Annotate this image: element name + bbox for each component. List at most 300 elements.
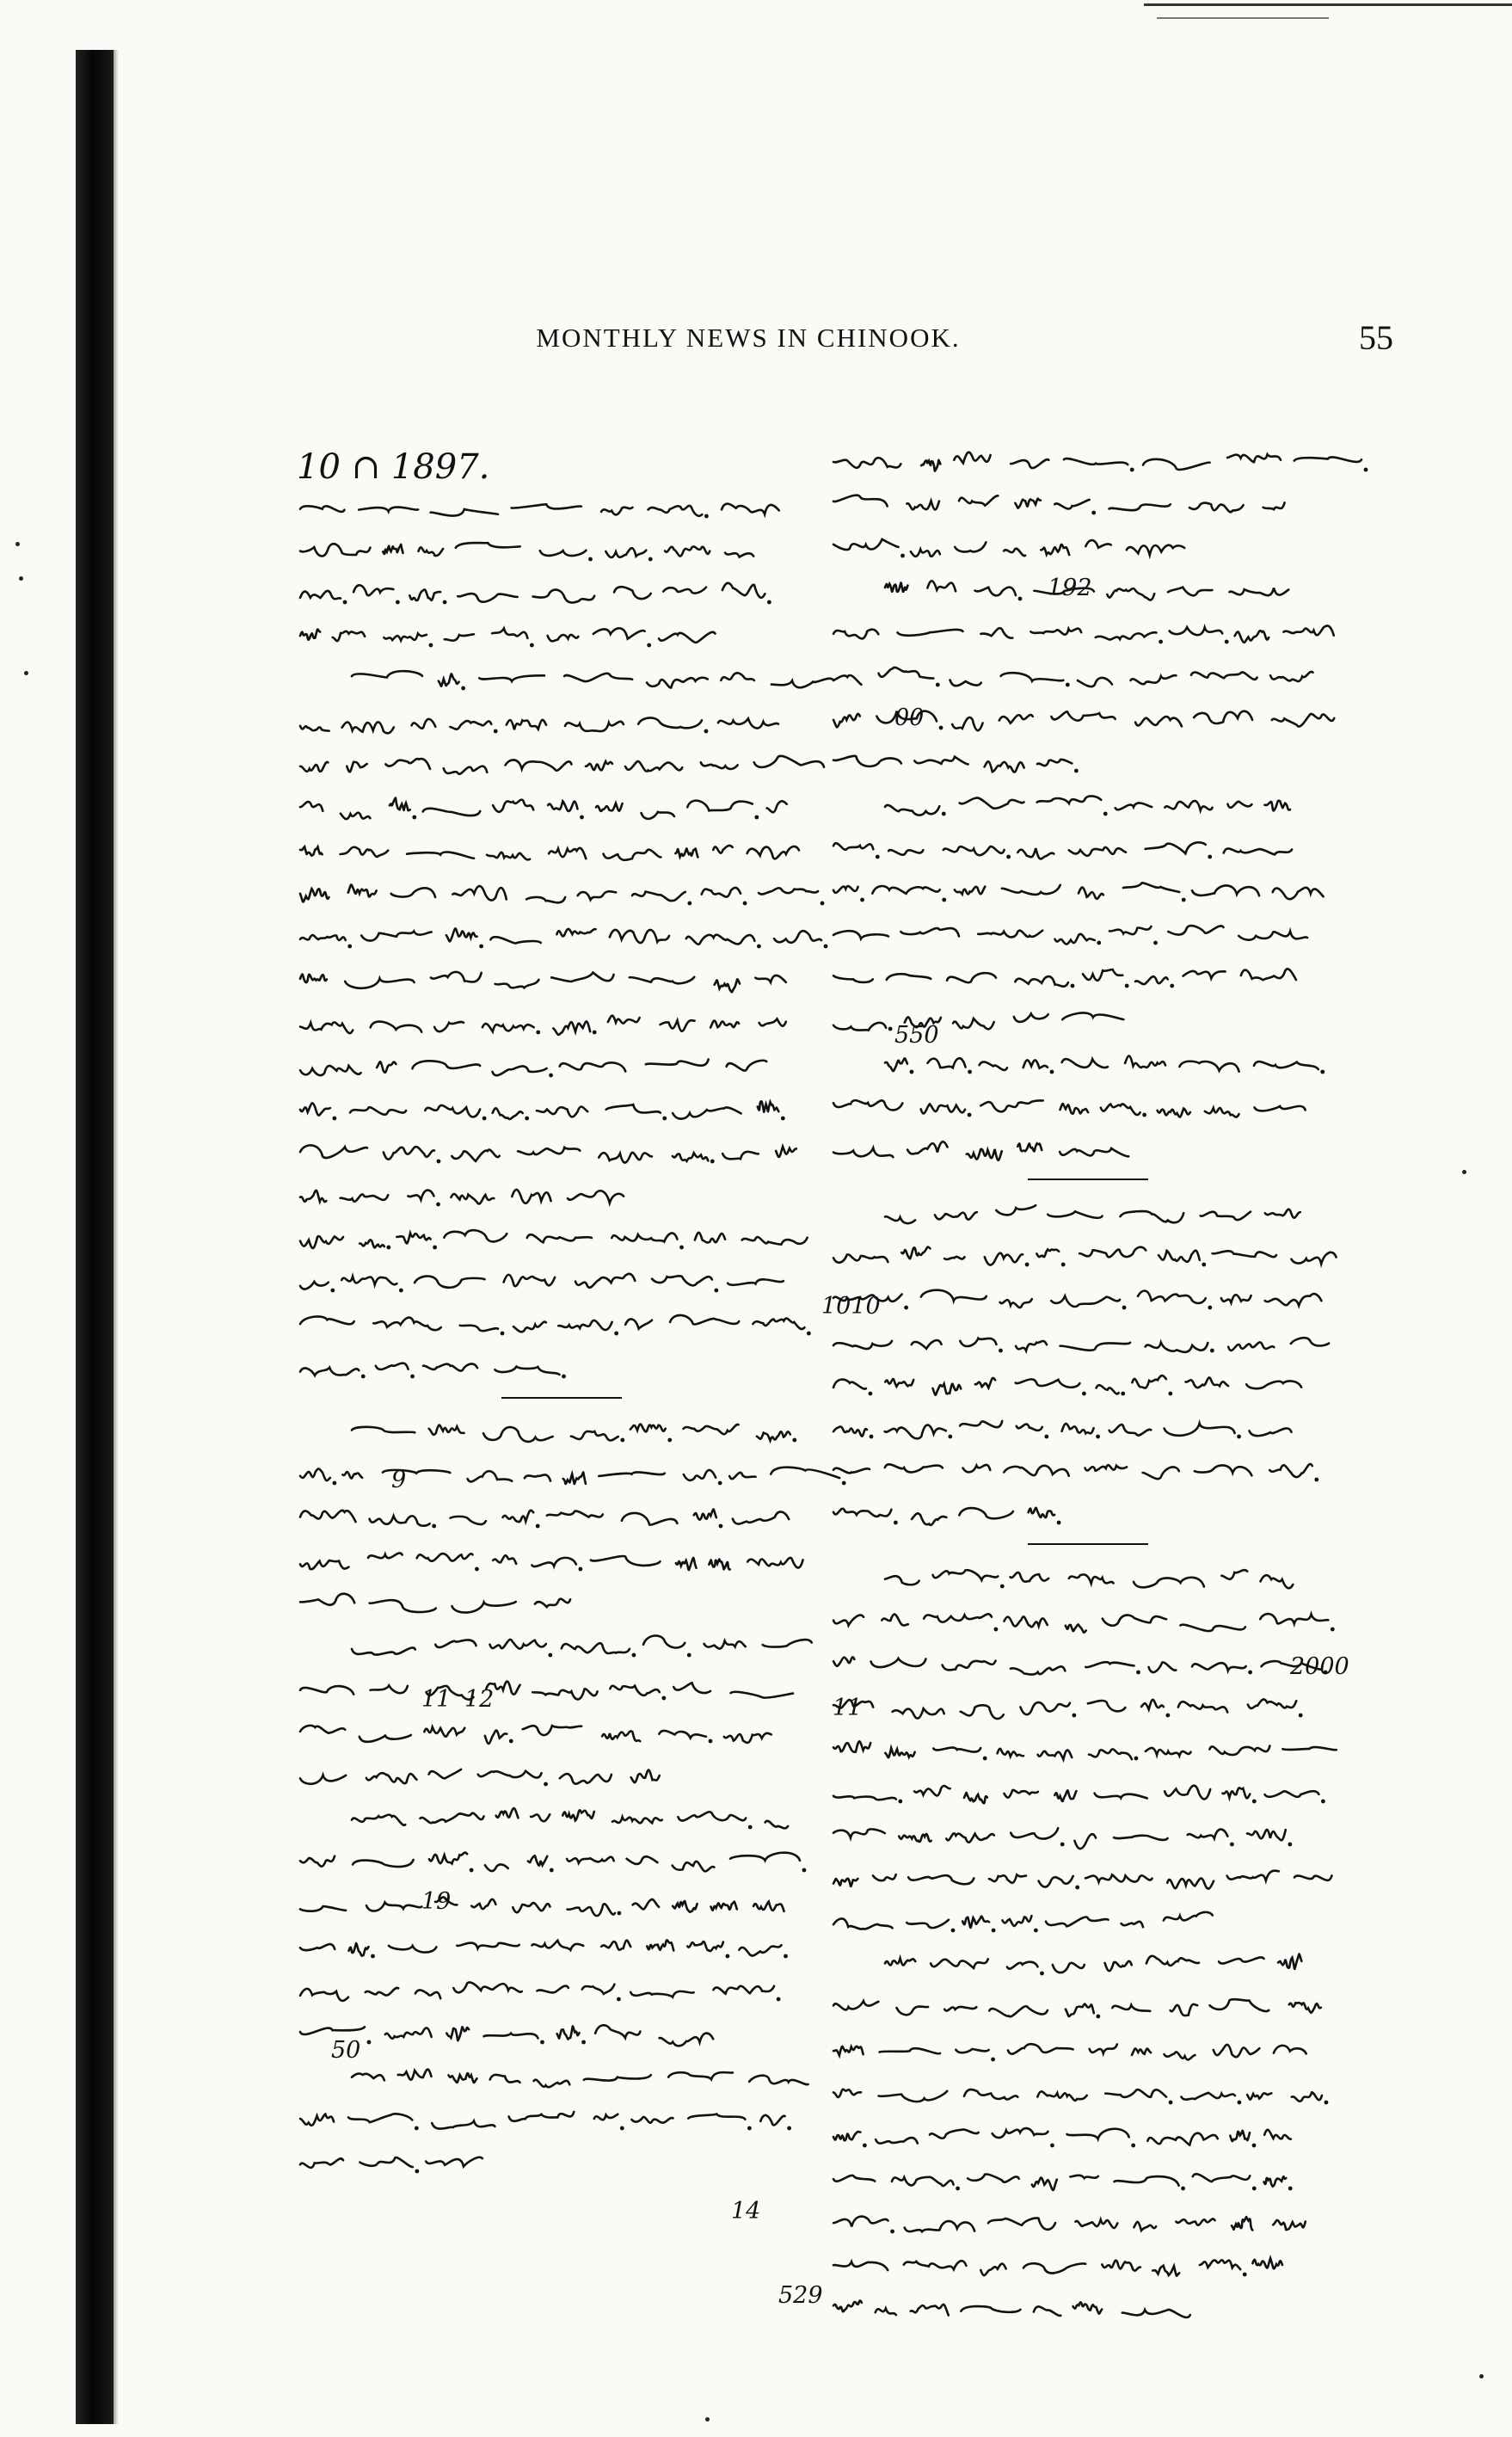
shorthand-word [601, 1941, 630, 1950]
punctuation-dot [868, 1392, 872, 1396]
punctuation-dot [1299, 1714, 1303, 1718]
shorthand-word [1105, 2089, 1166, 2097]
shorthand-word [1054, 500, 1089, 509]
shorthand-stroke-line [882, 791, 1312, 821]
shorthand-word [531, 1814, 550, 1821]
shorthand-stroke-line [297, 881, 796, 910]
punctuation-dot [754, 815, 759, 820]
punctuation-dot [367, 2040, 372, 2045]
shorthand-stroke-line [297, 752, 796, 781]
shorthand-stroke-line [297, 924, 796, 953]
shorthand-word [1102, 2261, 1140, 2271]
shorthand-word [352, 671, 422, 677]
shorthand-word [1135, 976, 1168, 984]
shorthand-word [688, 2114, 745, 2120]
shorthand-word [759, 1018, 786, 1025]
shorthand-word [943, 846, 1005, 855]
shorthand-word [912, 1513, 946, 1525]
shorthand-word [833, 2132, 860, 2140]
shorthand-word [506, 760, 572, 770]
shorthand-line [297, 1590, 826, 1619]
shorthand-word [733, 1511, 789, 1523]
shorthand-word [833, 495, 888, 507]
shorthand-line [830, 1693, 1346, 1722]
shorthand-word [930, 2129, 979, 2138]
shorthand-stroke-line [830, 1822, 1312, 1851]
shorthand-line [297, 1225, 826, 1254]
shorthand-word [1227, 802, 1251, 808]
shorthand-word [647, 1940, 673, 1950]
shorthand-word [300, 1726, 345, 1733]
shorthand-word [1200, 2260, 1240, 2269]
shorthand-word [534, 2080, 570, 2088]
inline-numeral: 1010 [821, 1293, 881, 1320]
shorthand-word [384, 1147, 434, 1160]
shorthand-word [1182, 2093, 1235, 2100]
shorthand-word [993, 2128, 1048, 2138]
shorthand-line [830, 1822, 1346, 1851]
shorthand-word [493, 1066, 547, 1075]
shorthand-word [342, 1472, 362, 1479]
shorthand-stroke-line [830, 2080, 1312, 2109]
shorthand-word [673, 1153, 708, 1160]
shorthand-word [1051, 711, 1115, 720]
punctuation-dot [1210, 1349, 1214, 1353]
date-heading: 10 ∩ 1897. [297, 447, 490, 487]
shorthand-word [300, 506, 344, 512]
shorthand-word [300, 591, 341, 599]
shorthand-stroke-line [297, 580, 778, 609]
punctuation-dot [1122, 1306, 1127, 1310]
punctuation-dot [719, 1524, 723, 1529]
shorthand-word [457, 1943, 519, 1948]
shorthand-word [1064, 458, 1128, 465]
shorthand-word [1134, 1578, 1204, 1588]
shorthand-word [1037, 796, 1102, 803]
shorthand-word [763, 1640, 812, 1646]
punctuation-dot [578, 1567, 582, 1572]
punctuation-dot [704, 729, 709, 734]
shorthand-word [1074, 1834, 1096, 1849]
shorthand-word [907, 1920, 949, 1928]
shorthand-word [1105, 1961, 1132, 1971]
shorthand-word [975, 1378, 995, 1388]
shorthand-word [1067, 2129, 1129, 2139]
shorthand-word [390, 798, 410, 811]
shorthand-word [996, 1205, 1036, 1215]
shorthand-word [727, 1061, 767, 1071]
shorthand-word [348, 884, 377, 896]
shorthand-word [964, 2089, 1017, 2099]
punctuation-dot [1082, 1392, 1086, 1396]
shorthand-word [833, 843, 873, 850]
shorthand-word [885, 1959, 915, 1966]
inline-numeral: 11 [421, 1686, 452, 1713]
shorthand-word [1205, 1108, 1239, 1117]
shorthand-word [1219, 1957, 1263, 1963]
punctuation-dot [548, 1653, 552, 1658]
shorthand-stroke-line [830, 748, 1106, 778]
shorthand-word [1053, 1963, 1085, 1972]
shorthand-word [1112, 2005, 1150, 2011]
punctuation-dot [704, 514, 709, 519]
punctuation-dot [1000, 1585, 1005, 1589]
punctuation-dot [415, 2169, 419, 2174]
shorthand-stroke-line [348, 1633, 796, 1662]
shorthand-word [1264, 2130, 1291, 2139]
shorthand-word [665, 546, 710, 556]
shorthand-word [953, 1018, 994, 1029]
shorthand-line [297, 1096, 826, 1125]
shorthand-word [1085, 1465, 1128, 1471]
inline-numeral: 11 [833, 1695, 863, 1721]
shorthand-word [300, 846, 323, 855]
shorthand-stroke-line [297, 1547, 796, 1576]
shorthand-word [1004, 1790, 1037, 1798]
shorthand-word [1062, 1424, 1094, 1433]
punctuation-dot [1075, 1886, 1079, 1890]
punctuation-dot [792, 1438, 796, 1443]
shorthand-word [944, 2007, 976, 2011]
punctuation-dot [550, 1868, 554, 1873]
shorthand-word [975, 588, 1016, 596]
shorthand-word [833, 1148, 893, 1158]
punctuation-dot [777, 1997, 781, 2002]
shorthand-stroke-line [297, 1977, 796, 2006]
shorthand-word [630, 977, 694, 984]
shorthand-word [366, 1988, 398, 1996]
top-edge-rule [1144, 3, 1512, 6]
shorthand-stroke-line [297, 1139, 796, 1168]
punctuation-dot [714, 1289, 718, 1293]
shorthand-word [715, 979, 740, 992]
shorthand-word [444, 766, 488, 774]
shorthand-word [1273, 2220, 1306, 2230]
shorthand-word [876, 2138, 918, 2144]
shorthand-word [1159, 1251, 1200, 1262]
shorthand-word [1097, 1385, 1119, 1394]
inline-numeral: 192 [1048, 575, 1092, 601]
shorthand-word [1294, 1875, 1331, 1880]
shorthand-word [490, 1640, 546, 1649]
shorthand-word [955, 542, 986, 551]
punctuation-dot [475, 1567, 479, 1572]
shorthand-stroke-line [830, 1006, 1147, 1036]
shorthand-word [571, 1431, 618, 1441]
shorthand-line [297, 1805, 826, 1834]
shorthand-word [1083, 969, 1122, 981]
shorthand-line [830, 1607, 1346, 1636]
shorthand-word [1179, 1062, 1238, 1072]
shorthand-word [908, 1875, 974, 1884]
shorthand-word [1011, 1666, 1065, 1674]
shorthand-word [493, 800, 533, 812]
shorthand-word [342, 722, 394, 733]
punctuation-dot [1096, 2015, 1100, 2019]
shorthand-word [872, 886, 939, 894]
shorthand-word [1165, 1424, 1235, 1436]
shorthand-word [959, 1508, 1013, 1518]
shorthand-line [830, 920, 1346, 950]
shorthand-word [1230, 2131, 1250, 2141]
shorthand-word [960, 1421, 1002, 1427]
punctuation-dot [549, 1074, 553, 1078]
shorthand-line [297, 1461, 826, 1490]
shorthand-word [954, 452, 990, 464]
shorthand-word [833, 1468, 870, 1474]
shorthand-line [830, 1650, 1346, 1679]
shorthand-stroke-line [830, 963, 1312, 993]
punctuation-dot [1364, 468, 1368, 472]
shorthand-stroke-line [882, 1049, 1294, 1079]
shorthand-stroke-line [297, 1461, 796, 1490]
shorthand-word [300, 2114, 334, 2126]
shorthand-word [885, 1058, 907, 1071]
shorthand-word [1270, 672, 1312, 681]
shorthand-word [962, 1917, 989, 1928]
shorthand-line [297, 881, 826, 910]
shorthand-stroke-line [297, 1354, 548, 1383]
scan-speck [24, 671, 28, 675]
shorthand-word [1170, 627, 1223, 635]
shorthand-stroke-line [348, 2063, 778, 2092]
punctuation-dot [1097, 941, 1101, 945]
shorthand-word [758, 1101, 778, 1111]
shorthand-word [512, 504, 581, 508]
inline-numeral: 14 [731, 2198, 761, 2225]
punctuation-dot [540, 2040, 544, 2045]
punctuation-dot [501, 1332, 505, 1336]
shorthand-stroke-line [297, 795, 796, 824]
shorthand-word [630, 1425, 666, 1432]
shorthand-word [873, 1874, 896, 1880]
punctuation-dot [536, 1031, 540, 1035]
shorthand-word [556, 929, 595, 936]
punctuation-dot [1034, 1929, 1038, 1933]
punctuation-dot [951, 1929, 956, 1933]
shorthand-word [614, 587, 651, 599]
shorthand-line [830, 1564, 1346, 1593]
shorthand-word [747, 846, 799, 858]
shorthand-word [1232, 2217, 1252, 2231]
shorthand-stroke-line [830, 1736, 1312, 1765]
shorthand-word [300, 1468, 330, 1480]
punctuation-dot [904, 1306, 908, 1310]
punctuation-dot [679, 1246, 684, 1250]
shorthand-word [527, 1234, 592, 1242]
shorthand-word [753, 1902, 784, 1911]
shorthand-word [1278, 1954, 1301, 1969]
shorthand-word [776, 1147, 796, 1157]
shorthand-line [297, 752, 826, 781]
punctuation-dot [429, 643, 433, 648]
shorthand-line [297, 1053, 826, 1082]
shorthand-word [435, 1640, 476, 1647]
punctuation-dot [618, 1911, 622, 1916]
shorthand-word [495, 1367, 559, 1375]
shorthand-word [1289, 2003, 1321, 2013]
shorthand-stroke-line [830, 533, 1159, 563]
shorthand-word [407, 852, 474, 858]
punctuation-dot [415, 2126, 419, 2131]
shorthand-word [833, 458, 900, 468]
shorthand-word [684, 1470, 716, 1480]
shorthand-word [1060, 1343, 1130, 1351]
shorthand-word [753, 1319, 804, 1329]
shorthand-word [300, 1594, 354, 1605]
shorthand-stroke-line [830, 662, 1312, 692]
shorthand-line [830, 791, 1346, 821]
shorthand-word [300, 2027, 365, 2034]
shorthand-word [1004, 1616, 1047, 1627]
shorthand-word [1090, 2045, 1117, 2054]
shorthand-word [885, 1379, 913, 1387]
shorthand-word [368, 1553, 403, 1558]
shorthand-word [1015, 499, 1041, 508]
shorthand-word [458, 594, 517, 602]
shorthand-line [830, 1865, 1346, 1894]
shorthand-word [985, 1253, 1023, 1265]
shorthand-line [297, 1418, 826, 1447]
shorthand-word [1235, 631, 1269, 643]
shorthand-word [373, 1318, 440, 1331]
shorthand-word [419, 547, 444, 556]
shorthand-word [1143, 459, 1210, 470]
shorthand-word [540, 551, 587, 556]
shorthand-line [297, 666, 826, 695]
shorthand-word [914, 757, 968, 765]
shorthand-word [376, 1363, 409, 1369]
shorthand-word [989, 2006, 1048, 2016]
shorthand-word [532, 1689, 597, 1699]
shorthand-word [1282, 1747, 1336, 1750]
shorthand-word [504, 1275, 556, 1286]
shorthand-word [558, 1320, 612, 1330]
shorthand-word [1101, 1104, 1140, 1115]
shorthand-stroke-line [297, 1762, 650, 1791]
shorthand-word [389, 1946, 436, 1953]
shorthand-word [353, 585, 393, 595]
punctuation-dot [1237, 1435, 1241, 1439]
punctuation-dot [1331, 1628, 1335, 1632]
shorthand-word [1116, 803, 1152, 809]
inline-numeral: 19 [421, 1888, 452, 1915]
shorthand-stroke-line [297, 1225, 787, 1254]
punctuation-dot [432, 1524, 436, 1529]
shorthand-word [755, 975, 785, 982]
shorthand-line [830, 2295, 1346, 2324]
shorthand-stroke-line [297, 1590, 570, 1619]
shorthand-stroke-line [830, 1242, 1312, 1271]
shorthand-word [1141, 1700, 1164, 1709]
shorthand-word [1294, 457, 1361, 461]
top-edge-rule-secondary [1157, 17, 1329, 19]
scan-speck [705, 2417, 710, 2422]
shorthand-line [830, 447, 1346, 477]
punctuation-dot [1202, 1263, 1206, 1267]
shorthand-word [833, 2217, 888, 2227]
shorthand-word [1222, 1788, 1250, 1798]
shorthand-word [833, 1796, 896, 1800]
shorthand-word [1085, 540, 1110, 548]
shorthand-word [646, 1059, 709, 1065]
shorthand-word [487, 852, 530, 860]
punctuation-dot [1252, 1800, 1257, 1804]
shorthand-word [1213, 1251, 1276, 1257]
shorthand-word [725, 553, 753, 557]
shorthand-word [493, 1555, 516, 1564]
shorthand-word [980, 628, 1012, 638]
shorthand-word [1004, 549, 1025, 556]
punctuation-dot [1060, 1843, 1065, 1847]
shorthand-word [568, 1904, 615, 1916]
scan-speck [1479, 2374, 1484, 2379]
shorthand-word [518, 1148, 580, 1154]
shorthand-word [596, 803, 623, 811]
punctuation-dot [461, 686, 465, 691]
shorthand-word [431, 972, 482, 982]
shorthand-word [1060, 1148, 1128, 1156]
shorthand-word [701, 762, 738, 769]
section-divider [1028, 1178, 1148, 1180]
shorthand-line [297, 537, 826, 566]
shorthand-line [830, 2123, 1346, 2152]
shorthand-stroke-line [830, 1500, 1049, 1529]
shorthand-line [830, 877, 1346, 907]
inline-numeral: 9 [391, 1467, 407, 1493]
shorthand-stroke-line [830, 1285, 1312, 1314]
punctuation-dot [894, 1521, 898, 1525]
shorthand-word [1265, 1209, 1300, 1218]
shorthand-word [563, 1473, 586, 1485]
shorthand-line [297, 795, 826, 824]
shorthand-word [1131, 675, 1177, 684]
shorthand-stroke-line [297, 1719, 796, 1748]
shorthand-word [1054, 934, 1094, 945]
shorthand-line [297, 2020, 826, 2049]
shorthand-word [300, 1103, 330, 1115]
punctuation-dot [479, 945, 483, 949]
shorthand-word [897, 630, 962, 636]
shorthand-word [412, 1061, 480, 1068]
shorthand-word [882, 1615, 907, 1626]
shorthand-word [1209, 1745, 1269, 1755]
shorthand-line [297, 1182, 826, 1211]
shorthand-word [423, 1363, 477, 1370]
punctuation-dot [1288, 1843, 1292, 1847]
shorthand-stroke-line [882, 1951, 1312, 1980]
shorthand-line [830, 2037, 1346, 2066]
shorthand-word [833, 539, 898, 550]
shorthand-word [1069, 847, 1126, 856]
shorthand-word [495, 980, 539, 988]
punctuation-dot [1006, 855, 1011, 859]
shorthand-stroke-line [297, 2149, 519, 2178]
shorthand-word [1291, 1252, 1336, 1264]
punctuation-dot [942, 812, 946, 816]
shorthand-word [450, 721, 491, 729]
shorthand-word [1039, 1876, 1073, 1887]
shorthand-word [961, 1705, 1004, 1719]
shorthand-word [1001, 673, 1064, 681]
shorthand-line [297, 1504, 826, 1533]
shorthand-line [297, 1311, 826, 1340]
shorthand-word [333, 631, 365, 641]
shorthand-word [833, 1509, 891, 1517]
shorthand-stroke-line [830, 2037, 1312, 2066]
inline-numeral: 550 [894, 1022, 939, 1049]
shorthand-word [612, 1817, 662, 1823]
